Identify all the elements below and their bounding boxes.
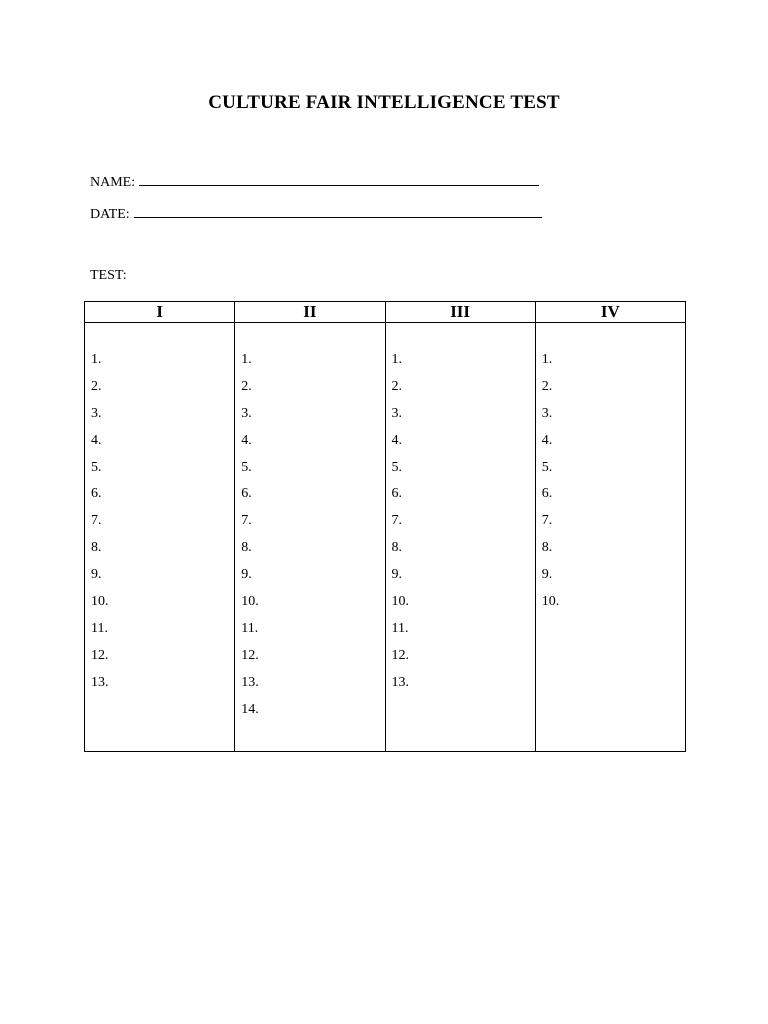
answer-column-i — [85, 323, 235, 752]
test-label: TEST: — [90, 268, 127, 283]
answer-item[interactable]: 6. — [391, 486, 402, 502]
answer-item[interactable]: 9. — [241, 567, 252, 583]
column-header-iii: III — [385, 302, 535, 323]
answer-item[interactable]: 8. — [91, 540, 102, 556]
answer-item[interactable]: 6. — [241, 486, 252, 502]
answer-table — [84, 301, 686, 752]
answer-list-iii — [386, 323, 535, 697]
answer-item[interactable]: 1. — [391, 352, 402, 367]
answer-item[interactable]: 7. — [241, 513, 252, 529]
answer-item[interactable]: 3. — [241, 405, 252, 421]
answer-item[interactable]: 2. — [541, 378, 553, 394]
answer-item[interactable]: 1. — [541, 352, 553, 367]
answer-item[interactable]: 14. — [241, 701, 259, 717]
date-label: DATE: — [90, 207, 130, 222]
answer-item[interactable]: 3. — [391, 405, 402, 421]
answer-item[interactable]: 8. — [541, 540, 553, 556]
answer-list-i — [85, 323, 234, 697]
answer-item[interactable]: 8. — [391, 540, 402, 556]
answer-item[interactable]: 2. — [391, 378, 402, 394]
answer-item[interactable]: 5. — [541, 459, 553, 475]
page-title: CULTURE FAIR INTELLIGENCE TEST — [208, 92, 560, 113]
answer-item[interactable]: 2. — [241, 378, 252, 394]
answer-list-ii — [235, 323, 384, 723]
answer-item[interactable]: 11. — [391, 620, 409, 636]
answer-item[interactable]: 11. — [91, 620, 108, 636]
answer-item[interactable]: 5. — [241, 459, 252, 475]
answer-item[interactable]: 4. — [241, 432, 252, 448]
answer-item[interactable]: 12. — [241, 647, 259, 663]
answer-column-iv — [535, 323, 685, 752]
answer-item[interactable]: 7. — [91, 513, 102, 529]
answer-item[interactable]: 11. — [241, 620, 259, 636]
name-label: NAME: — [90, 175, 136, 190]
answer-item[interactable]: 2. — [91, 378, 102, 394]
date-line[interactable] — [134, 205, 542, 218]
answer-item[interactable]: 10. — [541, 594, 560, 610]
answer-item[interactable]: 8. — [241, 540, 252, 556]
answer-item[interactable]: 4. — [391, 432, 402, 448]
answer-item[interactable]: 13. — [391, 674, 409, 690]
answer-item[interactable]: 1. — [91, 352, 102, 367]
answer-list-iv — [536, 323, 685, 616]
answer-table-header-row — [85, 302, 686, 323]
date-field[interactable] — [90, 205, 542, 223]
name-field[interactable] — [90, 173, 539, 191]
answer-item[interactable]: 6. — [91, 486, 102, 502]
answer-item[interactable]: 12. — [391, 647, 409, 663]
column-header-ii: II — [235, 302, 385, 323]
answer-item[interactable]: 5. — [91, 459, 102, 475]
name-line[interactable] — [139, 173, 539, 186]
answer-item[interactable]: 12. — [91, 647, 109, 663]
answer-item[interactable]: 10. — [391, 594, 409, 610]
answer-item[interactable]: 9. — [391, 567, 402, 583]
answer-item[interactable]: 5. — [391, 459, 402, 475]
answer-item[interactable]: 1. — [241, 352, 252, 367]
answer-item[interactable]: 3. — [541, 405, 553, 421]
answer-item[interactable]: 13. — [91, 674, 109, 690]
answer-item[interactable]: 10. — [91, 594, 109, 610]
answer-item[interactable]: 13. — [241, 674, 259, 690]
answer-item[interactable]: 10. — [241, 594, 259, 610]
answer-column-iii — [385, 323, 535, 752]
column-header-iv: IV — [535, 302, 685, 323]
answer-item[interactable]: 9. — [91, 567, 102, 583]
column-header-i: I — [85, 302, 235, 323]
answer-item[interactable]: 6. — [541, 486, 553, 502]
answer-item[interactable]: 7. — [391, 513, 402, 529]
answer-column-ii — [235, 323, 385, 752]
answer-item[interactable]: 4. — [91, 432, 102, 448]
answer-table-body-row — [85, 323, 686, 752]
answer-item[interactable]: 9. — [541, 567, 553, 583]
answer-item[interactable]: 3. — [91, 405, 102, 421]
answer-item[interactable]: 7. — [541, 513, 553, 529]
answer-item[interactable]: 4. — [541, 432, 553, 448]
